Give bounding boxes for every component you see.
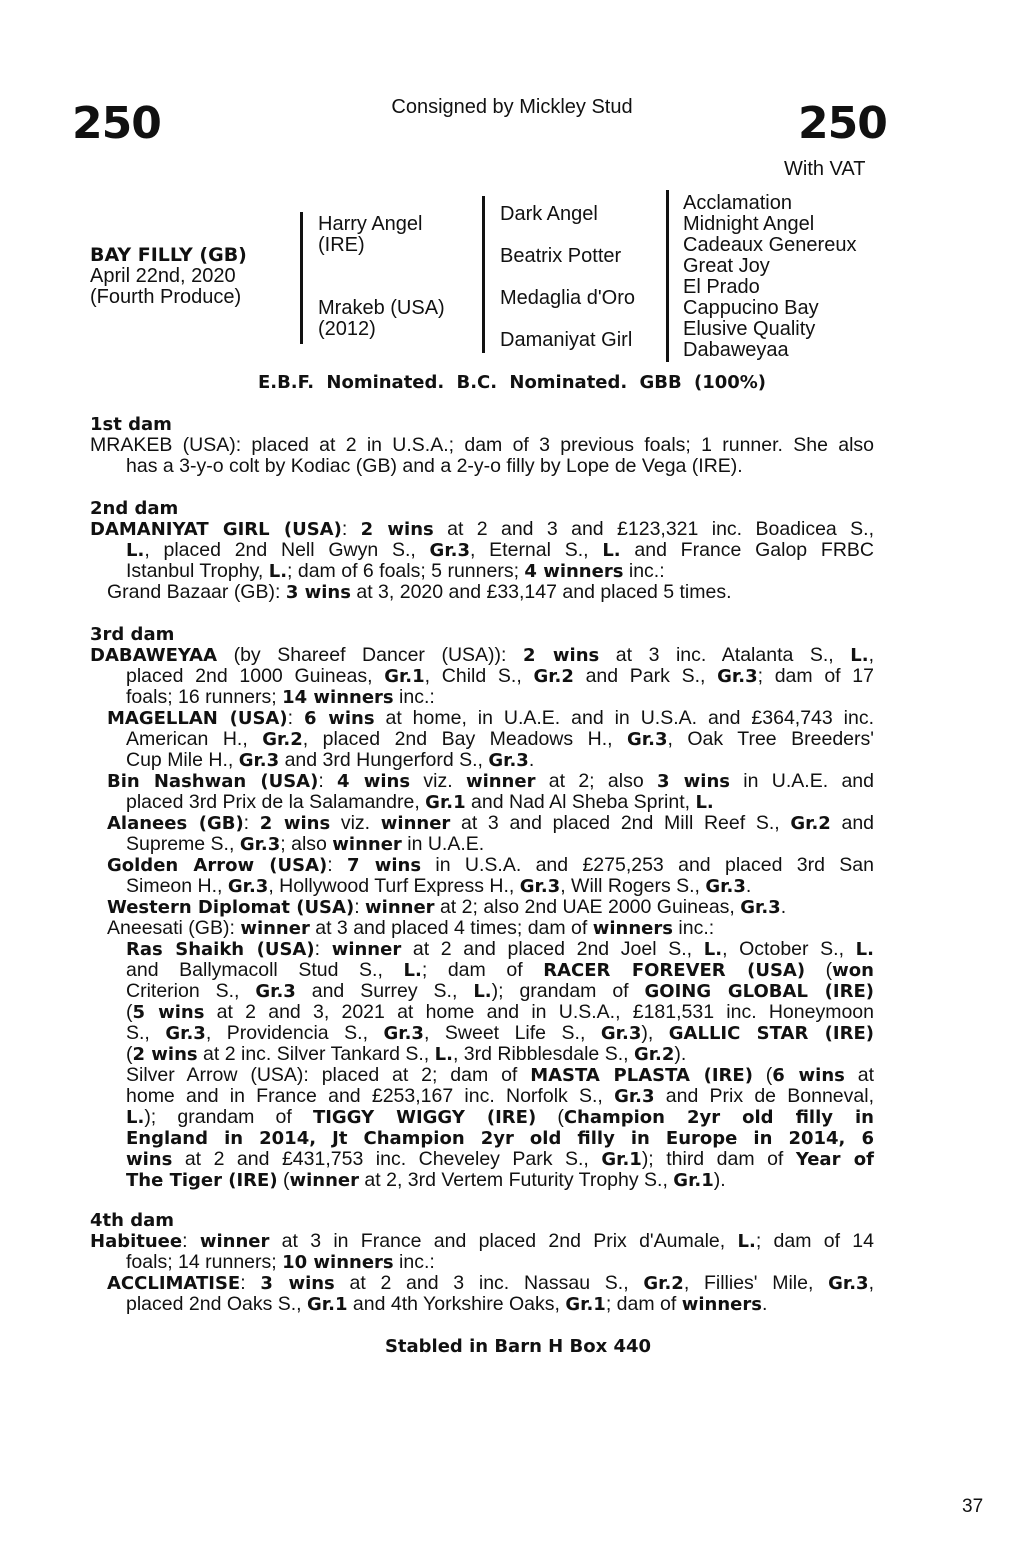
sire-name: Harry Angel (318, 213, 423, 235)
text-line: Supreme S., Gr.3; also winner in U.A.E. (126, 833, 485, 855)
grandparent-1: Dark Angel (500, 203, 598, 225)
emphasis: Gr.2 (643, 1273, 684, 1294)
emphasis: Gr.3 (705, 876, 746, 897)
lot-number-left: 250 (72, 98, 161, 149)
horse-sex-colour: BAY FILLY (GB) (90, 244, 247, 266)
third-dam-text (90, 645, 874, 1191)
emphasis: Alanees (GB) (107, 813, 244, 834)
emphasis: 2 wins (360, 519, 434, 540)
text-line: Criterion S., Gr.3 and Surrey S., L.); grandam of GOING GLOBAL (IRE) (126, 980, 874, 1002)
emphasis: L. (434, 1044, 453, 1065)
emphasis: Gr.1 (565, 1294, 606, 1315)
emphasis: L. (268, 561, 288, 582)
pedigree-divider-1 (300, 212, 303, 344)
emphasis: Gr.3 (429, 540, 470, 561)
text-line: Aneesati (GB): winner at 3 and placed 4 times; dam of winners inc.: (107, 917, 715, 939)
third-dam-heading: 3rd dam (90, 624, 175, 645)
emphasis: Gr.1 (425, 792, 466, 813)
emphasis: MAGELLAN (USA) (107, 708, 288, 729)
emphasis: Gr.3 (238, 750, 280, 771)
emphasis: 5 wins (132, 1002, 205, 1023)
emphasis: Gr.1 (307, 1294, 348, 1315)
lot-number-right: 250 (798, 98, 887, 149)
emphasis: won (832, 960, 874, 981)
grandparent-3: Medaglia d'Oro (500, 287, 635, 309)
second-dam-heading: 2nd dam (90, 498, 179, 519)
text-line: foals; 14 runners; 10 winners inc.: (126, 1251, 435, 1273)
great-grandparent-3: Cadeaux Genereux (683, 234, 857, 256)
text-line (90, 1128, 874, 1149)
emphasis: L. (855, 939, 874, 960)
emphasis: Gr.3 (614, 1086, 655, 1107)
emphasis: Gr.2 (533, 666, 574, 687)
horse-produce: (Fourth Produce) (90, 286, 242, 308)
emphasis: RACER FOREVER (USA) (543, 960, 806, 981)
emphasis: Gr.3 (600, 1023, 642, 1044)
emphasis: Champion 2yr old filly in (563, 1107, 874, 1128)
emphasis: GOING GLOBAL (IRE) (644, 981, 874, 1002)
first-dam-text (90, 435, 874, 477)
grandparent-4: Damaniyat Girl (500, 329, 633, 351)
second-dam-section (90, 498, 874, 603)
emphasis: GALLIC STAR (IRE) (668, 1023, 874, 1044)
text-line: Golden Arrow (USA): 7 wins in U.S.A. and £275,253 and placed 3rd San (107, 854, 874, 876)
emphasis: Gr.3 (627, 729, 668, 750)
emphasis: Gr.3 (488, 750, 529, 771)
horse-description (90, 245, 247, 308)
nominations: E.B.F. Nominated. B.C. Nominated. GBB (100%) (257, 372, 767, 393)
text-line: American H., Gr.2, placed 2nd Bay Meadows H., Gr.3, Oak Tree Breeders' (126, 728, 874, 750)
emphasis: L. (602, 540, 621, 561)
second-dam-text (90, 519, 874, 603)
emphasis: Western Diplomat (USA) (107, 897, 355, 918)
text-line: ACCLIMATISE: 3 wins at 2 and 3 inc. Nassau S., Gr.2, Fillies' Mile, Gr.3, (107, 1272, 874, 1294)
emphasis: Golden Arrow (USA) (107, 855, 328, 876)
fourth-dam-section (90, 1210, 874, 1315)
emphasis: England in 2014, Jt Champion 2yr old filly in Europe in 2014, 6 (126, 1128, 874, 1149)
emphasis: L. (703, 939, 723, 960)
text-line: placed 2nd 1000 Guineas, Gr.1, Child S., Gr.2 and Park S., Gr.3; dam of 17 (126, 665, 874, 687)
emphasis: Habituee (90, 1231, 183, 1252)
emphasis: 4 winners (524, 561, 624, 582)
grandparent-2: Beatrix Potter (500, 245, 622, 267)
text-line: Istanbul Trophy, L.; dam of 6 foals; 5 runners; 4 winners inc.: (126, 560, 665, 582)
third-dam-section (90, 624, 874, 1191)
dam-name: Mrakeb (USA) (318, 297, 445, 319)
emphasis: Gr.2 (262, 729, 303, 750)
emphasis: 7 wins (347, 855, 422, 876)
emphasis: Gr.3 (383, 1023, 424, 1044)
emphasis: winner (199, 1231, 270, 1252)
emphasis: 2 wins (259, 813, 331, 834)
emphasis: 14 winners (282, 687, 394, 708)
text-line: DAMANIYAT GIRL (USA): 2 wins at 2 and 3 and £123,321 inc. Boadicea S., (90, 518, 875, 540)
emphasis: ACCLIMATISE (107, 1273, 241, 1294)
emphasis: L. (737, 1231, 756, 1252)
emphasis: winner (332, 834, 402, 855)
emphasis: winner (240, 918, 310, 939)
emphasis: L. (473, 981, 492, 1002)
emphasis: winner (289, 1170, 359, 1191)
emphasis: L. (126, 1107, 145, 1128)
emphasis: Ras Shaikh (USA) (126, 939, 315, 960)
emphasis: Gr.2 (790, 813, 831, 834)
emphasis: Gr.3 (740, 897, 781, 918)
emphasis: winner (380, 813, 451, 834)
horse-foaled: April 22nd, 2020 (90, 265, 236, 287)
vat-note: With VAT (784, 158, 866, 180)
fourth-dam-text (90, 1231, 874, 1315)
emphasis: winner (331, 939, 402, 960)
emphasis: Gr.2 (633, 1044, 675, 1065)
dam-year: (2012) (318, 318, 376, 340)
stabled-location: Stabled in Barn H Box 440 (384, 1336, 652, 1357)
text-line: Habituee: winner at 3 in France and placed 2nd Prix d'Aumale, L.; dam of 14 (90, 1230, 875, 1252)
text-line: Cup Mile H., Gr.3 and 3rd Hungerford S., Gr.3. (126, 749, 535, 771)
emphasis: Gr.3 (717, 666, 758, 687)
text-line: and Ballymacoll Stud S., L.; dam of RACER FOREVER (USA) (won (126, 959, 874, 981)
text-line: Silver Arrow (USA): placed at 2; dam of MASTA PLASTA (IRE) (6 wins at (126, 1064, 874, 1086)
text-line: placed 2nd Oaks S., Gr.1 and 4th Yorkshire Oaks, Gr.1; dam of winners. (126, 1293, 768, 1315)
emphasis: Gr.1 (384, 666, 425, 687)
emphasis: 2 wins (523, 645, 600, 666)
pedigree-divider-3 (666, 190, 669, 362)
text-line: has a 3-y-o colt by Kodiac (GB) and a 2-y-o filly by Lope de Vega (IRE). (126, 455, 743, 477)
great-grandparent-5: El Prado (683, 276, 760, 298)
text-line: L.); grandam of TIGGY WIGGY (IRE) (Champion 2yr old filly in (126, 1106, 874, 1128)
emphasis: 3 wins (260, 1273, 335, 1294)
emphasis: MASTA PLASTA (IRE) (530, 1065, 753, 1086)
emphasis: winners (592, 918, 673, 939)
emphasis: 3 wins (656, 771, 730, 792)
great-grandparent-2: Midnight Angel (683, 213, 815, 235)
emphasis: 6 wins (772, 1065, 845, 1086)
emphasis: Gr.3 (227, 876, 269, 897)
text-line: (5 wins at 2 and 3, 2021 at home and in U.S.A., £181,531 inc. Honeymoon (126, 1001, 875, 1023)
text-line: MRAKEB (USA): placed at 2 in U.S.A.; dam of 3 previous foals; 1 runner. She also (90, 434, 874, 456)
text-line: Simeon H., Gr.3, Hollywood Turf Express H., Gr.3, Will Rogers S., Gr.3. (126, 875, 752, 897)
emphasis: TIGGY WIGGY (IRE) (312, 1107, 537, 1128)
text-line: Ras Shaikh (USA): winner at 2 and placed 2nd Joel S., L., October S., L. (126, 938, 874, 960)
emphasis: DABAWEYAA (90, 645, 218, 666)
great-grandparent-1: Acclamation (683, 192, 792, 214)
text-line: L., placed 2nd Nell Gwyn S., Gr.3, Eternal S., L. and France Galop FRBC (126, 539, 874, 561)
pedigree-divider-2 (482, 196, 485, 353)
emphasis: Year of (795, 1149, 875, 1170)
emphasis: winner (365, 897, 435, 918)
emphasis: DAMANIYAT GIRL (USA) (90, 519, 342, 540)
great-grandparent-6: Cappucino Bay (683, 297, 819, 319)
consignor: Consigned by Mickley Stud (391, 96, 633, 118)
great-grandparent-7: Elusive Quality (683, 318, 816, 340)
text-line: DABAWEYAA (by Shareef Dancer (USA)): 2 wins at 3 inc. Atalanta S., L., (90, 644, 874, 666)
emphasis: The Tiger (IRE) (126, 1170, 278, 1191)
text-line: Bin Nashwan (USA): 4 wins viz. winner at 2; also 3 wins in U.A.E. and (107, 770, 874, 792)
emphasis: wins (126, 1149, 173, 1170)
great-grandparent-4: Great Joy (683, 255, 770, 277)
emphasis: Gr.3 (165, 1023, 206, 1044)
fourth-dam-heading: 4th dam (90, 1210, 174, 1231)
text-line: S., Gr.3, Providencia S., Gr.3, Sweet Life S., Gr.3), GALLIC STAR (IRE) (126, 1022, 874, 1044)
text-line: MAGELLAN (USA): 6 wins at home, in U.A.E. and in U.S.A. and £364,743 inc. (107, 707, 875, 729)
emphasis: 4 wins (337, 771, 411, 792)
text-line: (2 wins at 2 inc. Silver Tankard S., L., 3rd Ribblesdale S., Gr.2). (126, 1043, 687, 1065)
page-number: 37 (962, 1496, 984, 1517)
first-dam-section (90, 414, 874, 477)
first-dam-heading: 1st dam (90, 414, 172, 435)
emphasis: Gr.3 (828, 1273, 869, 1294)
sire-origin: (IRE) (318, 234, 365, 256)
text-line: Alanees (GB): 2 wins viz. winner at 3 and placed 2nd Mill Reef S., Gr.2 and (107, 812, 875, 834)
emphasis: Gr.1 (673, 1170, 714, 1191)
emphasis: winners (681, 1294, 762, 1315)
emphasis: Gr.3 (519, 876, 561, 897)
emphasis: L. (403, 960, 422, 981)
emphasis: Bin Nashwan (USA) (107, 771, 319, 792)
pedigree-dam (318, 298, 445, 340)
text-line: Grand Bazaar (GB): 3 wins at 3, 2020 and £33,147 and placed 5 times. (107, 581, 732, 603)
text-line: Western Diplomat (USA): winner at 2; also 2nd UAE 2000 Guineas, Gr.3. (107, 896, 787, 918)
text-line: wins at 2 and £431,753 inc. Cheveley Park S., Gr.1); third dam of Year of (126, 1148, 875, 1170)
emphasis: 6 wins (303, 708, 375, 729)
great-grandparent-8: Dabaweyaa (683, 339, 789, 361)
emphasis: Gr.3 (255, 981, 296, 1002)
text-line: foals; 16 runners; 14 winners inc.: (126, 686, 435, 708)
emphasis: 10 winners (282, 1252, 394, 1273)
text-line: home and in France and £253,167 inc. Norfolk S., Gr.3 and Prix de Bonneval, (126, 1085, 874, 1107)
emphasis: L. (850, 645, 869, 666)
great-grandparents (683, 193, 856, 361)
emphasis: 2 wins (132, 1044, 198, 1065)
text-line: placed 3rd Prix de la Salamandre, Gr.1 and Nad Al Sheba Sprint, L. (126, 791, 714, 813)
emphasis: winner (465, 771, 536, 792)
emphasis: Gr.3 (239, 834, 281, 855)
emphasis: L. (695, 792, 714, 813)
emphasis: L. (126, 540, 145, 561)
emphasis: 3 wins (285, 582, 351, 603)
text-line: The Tiger (IRE) (winner at 2, 3rd Vertem Futurity Trophy S., Gr.1). (126, 1169, 726, 1191)
pedigree-sire (318, 214, 423, 256)
emphasis: Gr.1 (601, 1149, 642, 1170)
